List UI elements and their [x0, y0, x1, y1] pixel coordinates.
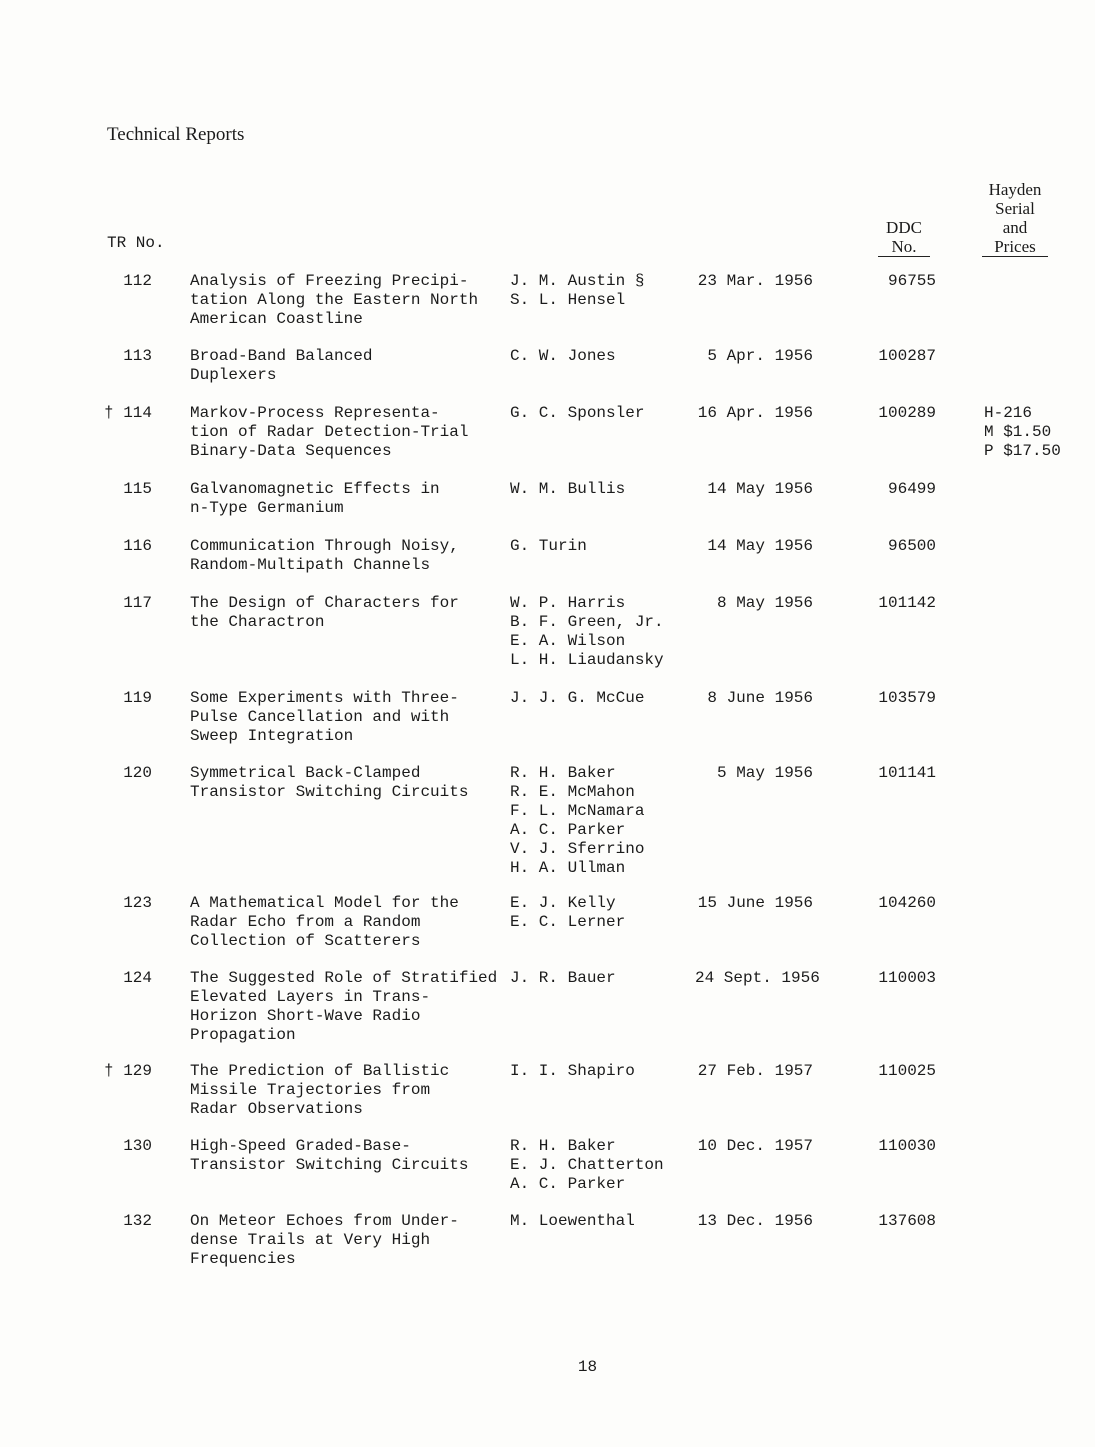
- report-authors-line: J. M. Austin §: [510, 272, 645, 290]
- report-title-line: The Suggested Role of Stratified: [190, 969, 498, 987]
- report-title: [190, 689, 459, 746]
- report-authors: [510, 537, 587, 556]
- header-ddc-line: DDC: [886, 218, 922, 237]
- report-date: 5 May 1956: [716, 764, 813, 782]
- report-authors-line: R. H. Baker: [510, 764, 616, 782]
- report-ddc-no: 110030: [878, 1137, 936, 1155]
- report-hayden-line: H-216: [984, 404, 1033, 422]
- report-number: 113: [123, 347, 152, 365]
- report-date: 5 Apr. 1956: [707, 347, 813, 365]
- report-title-line: Binary-Data Sequences: [190, 442, 392, 460]
- report-title-line: Communication Through Noisy,: [190, 537, 459, 555]
- report-ddc-no: 100287: [878, 347, 936, 365]
- report-authors-line: H. A. Ullman: [510, 859, 626, 877]
- section-title: Technical Reports: [107, 124, 245, 145]
- report-title: [190, 347, 372, 385]
- report-number: 130: [123, 1137, 152, 1155]
- report-authors: [510, 894, 625, 932]
- report-number: 115: [123, 480, 152, 498]
- report-title-line: Broad-Band Balanced: [190, 347, 373, 365]
- report-title: [190, 1212, 459, 1269]
- report-title-line: tion of Radar Detection-Trial: [190, 423, 469, 441]
- report-title-line: Duplexers: [190, 366, 277, 384]
- report-title-line: Missile Trajectories from: [190, 1081, 431, 1099]
- report-authors-line: J. R. Bauer: [510, 969, 616, 987]
- report-title-line: Pulse Cancellation and with: [190, 708, 450, 726]
- report-title-line: tation Along the Eastern North: [190, 291, 479, 309]
- report-authors-line: G. Turin: [510, 537, 587, 555]
- report-authors-line: B. F. Green, Jr.: [510, 613, 664, 631]
- report-authors-line: C. W. Jones: [510, 347, 616, 365]
- report-ddc-no: 110003: [878, 969, 936, 987]
- report-title-line: Collection of Scatterers: [190, 932, 421, 950]
- report-authors-line: F. L. McNamara: [510, 802, 645, 820]
- report-authors: [510, 1212, 635, 1231]
- report-title-line: Transistor Switching Circuits: [190, 783, 469, 801]
- header-hayden: [982, 180, 1048, 257]
- report-title-line: Frequencies: [190, 1250, 296, 1268]
- report-title-line: Elevated Layers in Trans-: [190, 988, 431, 1006]
- report-title-line: dense Trails at Very High: [190, 1231, 431, 1249]
- report-authors-line: R. E. McMahon: [510, 783, 635, 801]
- report-authors: [510, 480, 625, 499]
- header-ddc-no: [878, 218, 930, 257]
- report-date: 10 Dec. 1957: [697, 1137, 813, 1155]
- report-date: 23 Mar. 1956: [697, 272, 813, 290]
- header-hayden-line: Hayden: [988, 180, 1042, 199]
- report-ddc-no: 100289: [878, 404, 936, 422]
- report-authors: [510, 1062, 635, 1081]
- report-number: 117: [123, 594, 152, 612]
- report-authors: [510, 689, 644, 708]
- report-title-line: Some Experiments with Three-: [190, 689, 459, 707]
- report-ddc-no: 103579: [878, 689, 936, 707]
- report-title-line: Radar Observations: [190, 1100, 363, 1118]
- report-title-line: n-Type Germanium: [190, 499, 344, 517]
- report-title-line: Sweep Integration: [190, 727, 354, 745]
- report-title-line: Galvanomagnetic Effects in: [190, 480, 440, 498]
- report-authors-line: E. J. Kelly: [510, 894, 616, 912]
- report-title: [190, 764, 468, 802]
- report-authors: [510, 594, 664, 670]
- report-number: † 129: [104, 1062, 153, 1080]
- report-date: 14 May 1956: [707, 480, 813, 498]
- report-title-line: Analysis of Freezing Precipi-: [190, 272, 469, 290]
- report-number: 132: [123, 1212, 152, 1230]
- report-ddc-no: 101142: [878, 594, 936, 612]
- report-title: [190, 1137, 468, 1175]
- header-ddc-line: No.: [878, 237, 930, 257]
- report-authors-line: S. L. Hensel: [510, 291, 626, 309]
- report-authors: [510, 969, 616, 988]
- report-title-line: The Design of Characters for: [190, 594, 459, 612]
- report-title-line: Radar Echo from a Random: [190, 913, 421, 931]
- report-ddc-no: 96499: [887, 480, 936, 498]
- report-title-line: the Charactron: [190, 613, 325, 631]
- report-date: 13 Dec. 1956: [697, 1212, 813, 1230]
- report-title: [190, 1062, 449, 1119]
- report-hayden: [984, 404, 1061, 461]
- report-authors-line: G. C. Sponsler: [510, 404, 645, 422]
- report-date: 24 Sept. 1956: [695, 969, 820, 987]
- report-ddc-no: 110025: [878, 1062, 936, 1080]
- report-title-line: On Meteor Echoes from Under-: [190, 1212, 459, 1230]
- report-hayden-line: M $1.50: [984, 423, 1052, 441]
- header-tr-no: TR No.: [107, 234, 165, 252]
- report-authors-line: J. J. G. McCue: [510, 689, 645, 707]
- report-authors: [510, 1137, 664, 1194]
- report-authors-line: W. M. Bullis: [510, 480, 626, 498]
- report-authors-line: A. C. Parker: [510, 1175, 626, 1193]
- report-ddc-no: 96500: [887, 537, 936, 555]
- report-title-line: American Coastline: [190, 310, 363, 328]
- report-title: [190, 537, 459, 575]
- report-authors-line: E. J. Chatterton: [510, 1156, 664, 1174]
- report-date: 8 June 1956: [707, 689, 813, 707]
- report-title-line: Random-Multipath Channels: [190, 556, 431, 574]
- report-authors-line: L. H. Liaudansky: [510, 651, 664, 669]
- report-authors: [510, 347, 616, 366]
- report-title: [190, 404, 468, 461]
- report-ddc-no: 96755: [887, 272, 936, 290]
- report-title: [190, 272, 478, 329]
- report-number: 119: [123, 689, 152, 707]
- report-date: 16 Apr. 1956: [697, 404, 813, 422]
- report-authors: [510, 404, 644, 423]
- report-date: 14 May 1956: [707, 537, 813, 555]
- report-title: [190, 594, 459, 632]
- report-number: 124: [123, 969, 152, 987]
- report-title: [190, 894, 459, 951]
- report-number: † 114: [104, 404, 153, 422]
- report-number: 120: [123, 764, 152, 782]
- report-title-line: Horizon Short-Wave Radio: [190, 1007, 421, 1025]
- report-ddc-no: 137608: [878, 1212, 936, 1230]
- report-title: [190, 969, 497, 1045]
- report-authors-line: R. H. Baker: [510, 1137, 616, 1155]
- report-authors: [510, 272, 644, 310]
- report-number: 116: [123, 537, 152, 555]
- header-hayden-line: Prices: [982, 237, 1048, 257]
- header-hayden-line: and: [1002, 218, 1028, 237]
- report-date: 8 May 1956: [716, 594, 813, 612]
- report-authors-line: E. C. Lerner: [510, 913, 626, 931]
- report-authors-line: I. I. Shapiro: [510, 1062, 635, 1080]
- header-hayden-line: Serial: [995, 199, 1035, 218]
- report-ddc-no: 101141: [878, 764, 936, 782]
- report-authors-line: W. P. Harris: [510, 594, 626, 612]
- report-authors-line: E. A. Wilson: [510, 632, 626, 650]
- report-number: 123: [123, 894, 152, 912]
- report-title-line: Markov-Process Representa-: [190, 404, 440, 422]
- report-title-line: Propagation: [190, 1026, 296, 1044]
- report-title-line: High-Speed Graded-Base-: [190, 1137, 411, 1155]
- report-ddc-no: 104260: [878, 894, 936, 912]
- report-title-line: The Prediction of Ballistic: [190, 1062, 450, 1080]
- report-authors: [510, 764, 644, 878]
- report-date: 27 Feb. 1957: [697, 1062, 813, 1080]
- report-title-line: Transistor Switching Circuits: [190, 1156, 469, 1174]
- report-title-line: Symmetrical Back-Clamped: [190, 764, 421, 782]
- report-date: 15 June 1956: [697, 894, 813, 912]
- report-authors-line: A. C. Parker: [510, 821, 626, 839]
- page-number: 18: [577, 1358, 598, 1376]
- report-authors-line: V. J. Sferrino: [510, 840, 645, 858]
- report-authors-line: M. Loewenthal: [510, 1212, 635, 1230]
- report-number: 112: [123, 272, 152, 290]
- report-title: [190, 480, 440, 518]
- report-hayden-line: P $17.50: [984, 442, 1061, 460]
- report-title-line: A Mathematical Model for the: [190, 894, 459, 912]
